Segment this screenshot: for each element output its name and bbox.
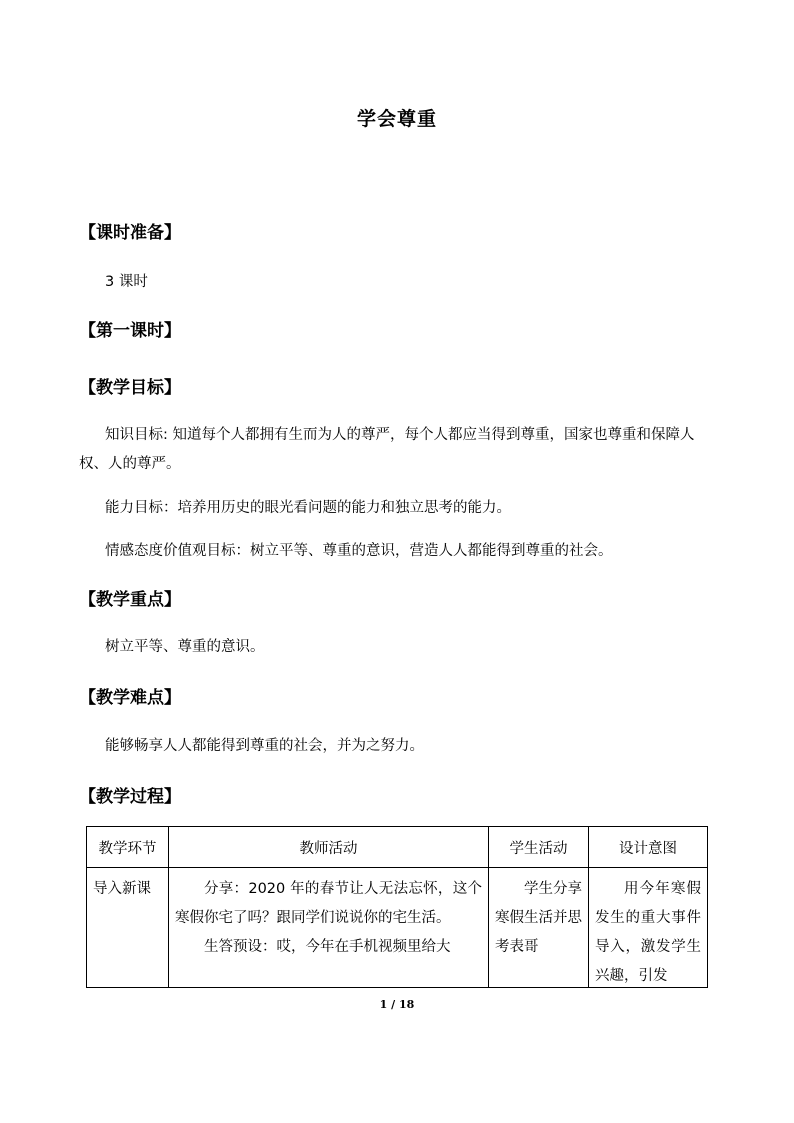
cell-stage [87, 868, 169, 988]
teaching-process-table [86, 826, 708, 988]
goal-emotion: 情感态度价值观目标：树立平等、尊重的意识，营造人人都能得到尊重的社会。 [105, 543, 613, 559]
heading-difficulty: 【教学难点】 [79, 688, 181, 708]
header-student-activity: 学生活动 [489, 827, 589, 868]
teacher-activity-p1: 分享：2020 年的春节让人无法忘怀，这个寒假你宅了吗？跟同学们说说你的宅生活。 [175, 881, 482, 926]
cell-design-intent [589, 868, 708, 988]
heading-process: 【教学过程】 [79, 787, 181, 807]
heading-focus: 【教学重点】 [79, 590, 181, 610]
heading-goals: 【教学目标】 [79, 378, 181, 398]
goal-knowledge: 知识目标: 知道每个人都拥有生而为人的尊严，每个人都应当得到尊重，国家也尊重和保障人权、人的尊严。 [79, 427, 695, 472]
student-activity-text: 学生分享寒假生活并思考表哥 [495, 881, 582, 955]
heading-first-lesson: 【第一课时】 [79, 321, 181, 341]
table-row [87, 868, 708, 988]
heading-prep: 【课时准备】 [79, 223, 181, 243]
header-stage: 教学环节 [87, 827, 169, 868]
teacher-activity-p2: 生答预设：哎，今年在手机视频里给大 [204, 939, 451, 955]
header-teacher-activity: 教师活动 [169, 827, 489, 868]
page-title: 学会尊重 [356, 108, 437, 130]
stage-text: 导入新课 [93, 881, 151, 897]
cell-teacher-activity [169, 868, 489, 988]
design-intent-text: 用今年寒假发生的重大事件导入，激发学生兴趣，引发 [595, 881, 701, 984]
goal-ability: 能力目标：培养用历史的眼光看问题的能力和独立思考的能力。 [105, 500, 511, 516]
focus-text: 树立平等、尊重的意识。 [105, 639, 265, 655]
difficulty-text: 能够畅享人人都能得到尊重的社会，并为之努力。 [105, 738, 424, 754]
header-design-intent: 设计意图 [589, 827, 708, 868]
page-number: 1 / 18 [379, 998, 415, 1011]
prep-text: 3 课时 [105, 274, 148, 290]
cell-student-activity [489, 868, 589, 988]
table-header-row [87, 827, 708, 868]
